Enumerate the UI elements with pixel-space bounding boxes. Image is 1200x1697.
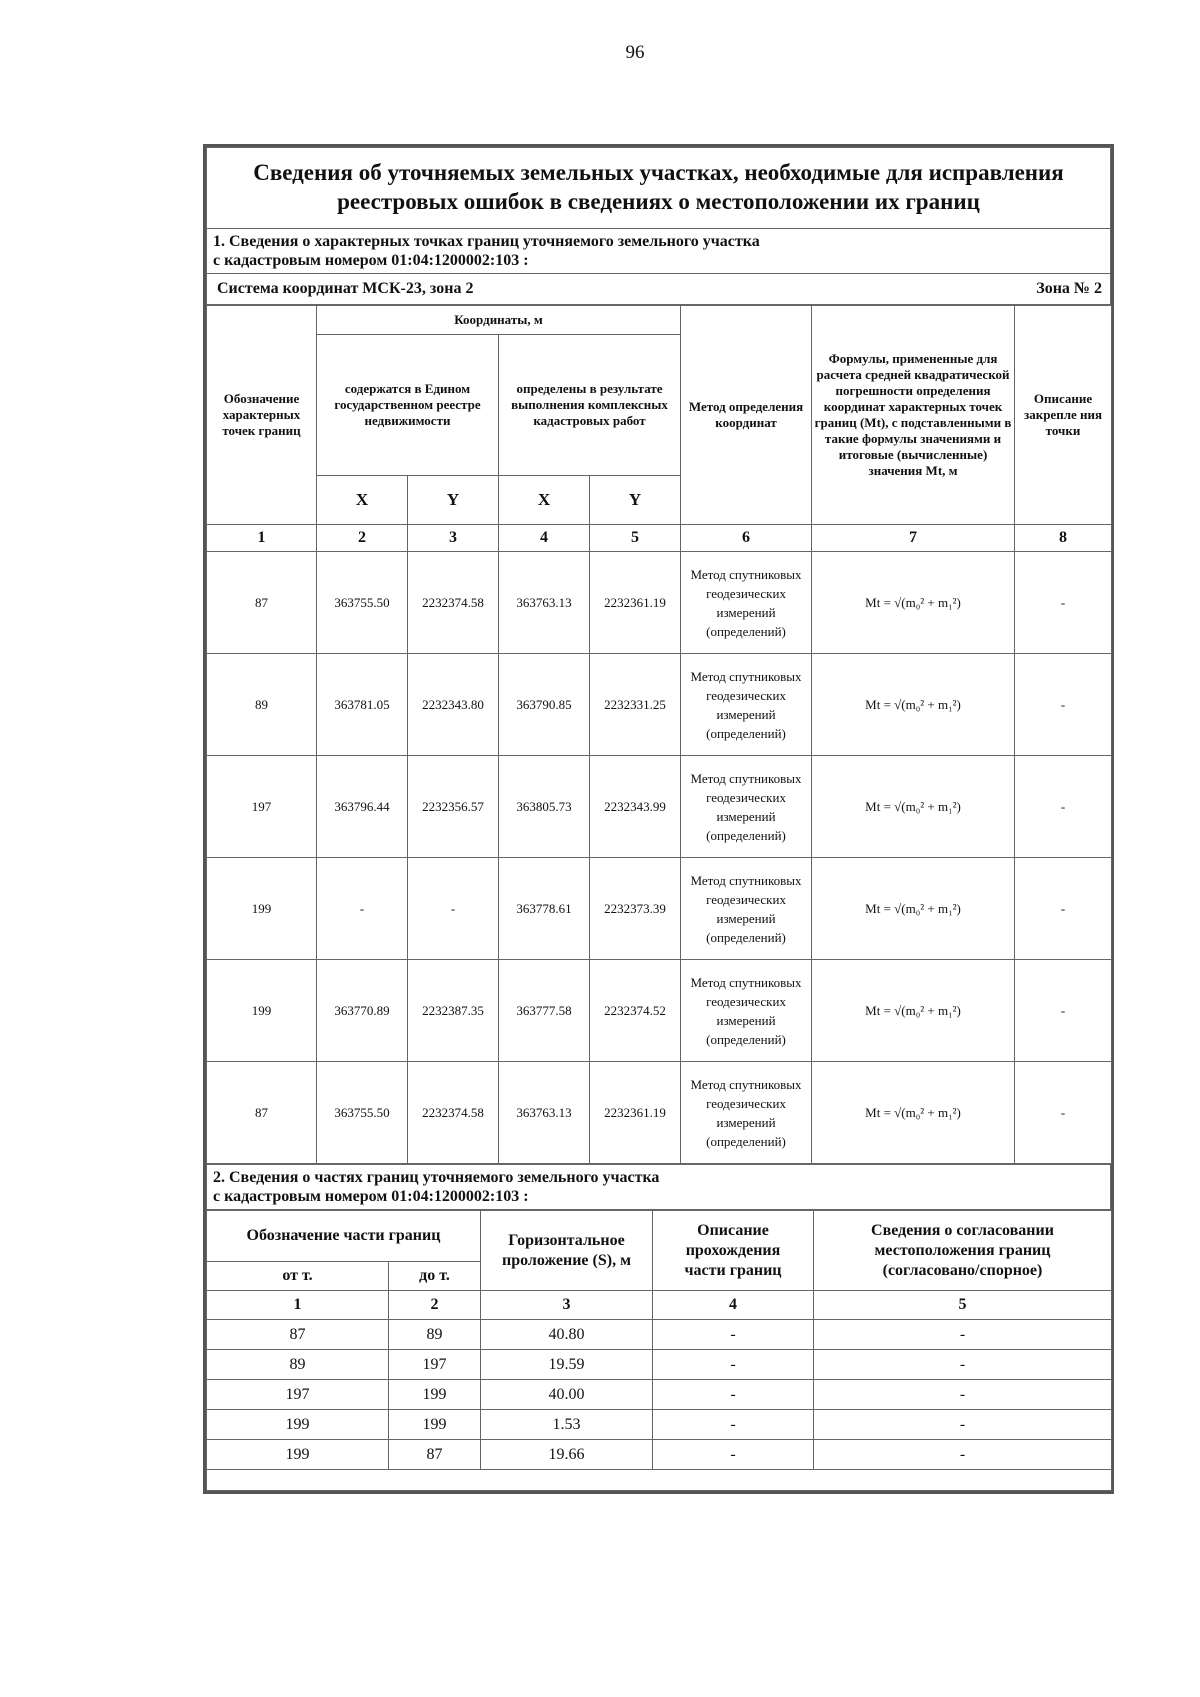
- header-horizontal-distance: Горизонтальное проложение (S), м: [481, 1211, 653, 1291]
- agreement-cell: -: [814, 1320, 1112, 1350]
- horizontal-distance-cell: 40.00: [481, 1380, 653, 1410]
- table-row: [207, 1410, 1112, 1440]
- point-cell: 87: [207, 552, 317, 654]
- column-number: 3: [481, 1291, 653, 1320]
- header-x-determined: X: [499, 476, 590, 525]
- x-determined-cell: 363805.73: [499, 756, 590, 858]
- column-number: 5: [814, 1291, 1112, 1320]
- y-determined-cell: 2232331.25: [590, 654, 681, 756]
- formula-cell: Mt = √(m₀² + m₁²): [812, 1062, 1015, 1164]
- method-cell: Метод спутниковых геодезических измерений (определений): [681, 960, 812, 1062]
- column-number: 4: [653, 1291, 814, 1320]
- section1-heading-line1: 1. Сведения о характерных точках границ уточняемого земельного участка: [213, 233, 760, 250]
- method-cell: Метод спутниковых геодезических измерений (определений): [681, 756, 812, 858]
- document-title-line2: реестровых ошибок в сведениях о местоположении их границ: [337, 189, 980, 214]
- from-point-cell: 89: [207, 1350, 389, 1380]
- column-number: 2: [389, 1291, 481, 1320]
- from-point-cell: 199: [207, 1410, 389, 1440]
- section2-heading-line2: с кадастровым номером 01:04:1200002:103 :: [213, 1188, 529, 1205]
- header-contained-in-registry: содержатся в Едином государственном реестре недвижимости: [317, 335, 499, 476]
- section1-heading: [207, 229, 1111, 274]
- empty-footer-row: [207, 1470, 1112, 1491]
- x-determined-cell: 363790.85: [499, 654, 590, 756]
- y-registry-cell: 2232356.57: [408, 756, 499, 858]
- table-row: [207, 960, 1112, 1062]
- header-description: Описание закрепле ния точки: [1015, 306, 1112, 525]
- method-cell: Метод спутниковых геодезических измерений (определений): [681, 1062, 812, 1164]
- from-point-cell: 87: [207, 1320, 389, 1350]
- section1-heading-line2: с кадастровым номером 01:04:1200002:103 :: [213, 252, 529, 269]
- parts-body: [207, 1320, 1112, 1470]
- passage-cell: -: [653, 1320, 814, 1350]
- column-number: 7: [812, 525, 1015, 552]
- table-row: [207, 1350, 1112, 1380]
- to-point-cell: 197: [389, 1350, 481, 1380]
- header-determined-by-works: определены в результате выполнения комплексных кадастровых работ: [499, 335, 681, 476]
- column-number: 8: [1015, 525, 1112, 552]
- document-title-line1: Сведения об уточняемых земельных участках, необходимые для исправления: [253, 160, 1064, 185]
- y-determined-cell: 2232343.99: [590, 756, 681, 858]
- description-cell: -: [1015, 960, 1112, 1062]
- agreement-cell: -: [814, 1380, 1112, 1410]
- table-row: [207, 1062, 1112, 1164]
- x-registry-cell: 363781.05: [317, 654, 408, 756]
- table-row: [207, 552, 1112, 654]
- x-registry-cell: 363796.44: [317, 756, 408, 858]
- zone-label: Зона № 2: [1036, 280, 1102, 297]
- point-cell: 197: [207, 756, 317, 858]
- point-cell: 199: [207, 960, 317, 1062]
- section2-heading: [207, 1165, 1111, 1210]
- table-row: [207, 756, 1112, 858]
- formula-cell: Mt = √(m₀² + m₁²): [812, 960, 1015, 1062]
- parts-column-numbers-row: [207, 1291, 1112, 1320]
- y-determined-cell: 2232361.19: [590, 1062, 681, 1164]
- points-table: [206, 305, 1112, 1164]
- title-table: [206, 147, 1111, 305]
- x-determined-cell: 363763.13: [499, 1062, 590, 1164]
- header-to-point: до т.: [389, 1262, 481, 1291]
- passage-cell: -: [653, 1440, 814, 1470]
- passage-cell: -: [653, 1380, 814, 1410]
- to-point-cell: 89: [389, 1320, 481, 1350]
- column-number: 2: [317, 525, 408, 552]
- from-point-cell: 197: [207, 1380, 389, 1410]
- column-number: 4: [499, 525, 590, 552]
- method-cell: Метод спутниковых геодезических измерений (определений): [681, 858, 812, 960]
- description-cell: -: [1015, 654, 1112, 756]
- table-row: [207, 858, 1112, 960]
- description-cell: -: [1015, 858, 1112, 960]
- horizontal-distance-cell: 19.59: [481, 1350, 653, 1380]
- x-determined-cell: 363778.61: [499, 858, 590, 960]
- header-point-designation: Обозначение характерных точек границ: [207, 306, 317, 525]
- header-agreement: Сведения о согласовании местоположения границ (согласовано/спорное): [814, 1211, 1112, 1291]
- header-y-registry: Y: [408, 476, 499, 525]
- point-cell: 89: [207, 654, 317, 756]
- header-from-point: от т.: [207, 1262, 389, 1291]
- points-body: [207, 552, 1112, 1164]
- method-cell: Метод спутниковых геодезических измерений (определений): [681, 654, 812, 756]
- section2-heading-table: [206, 1164, 1111, 1210]
- document-title: [207, 148, 1111, 229]
- method-cell: Метод спутниковых геодезических измерений (определений): [681, 552, 812, 654]
- x-registry-cell: 363770.89: [317, 960, 408, 1062]
- description-cell: -: [1015, 552, 1112, 654]
- y-determined-cell: 2232373.39: [590, 858, 681, 960]
- formula-cell: Mt = √(m₀² + m₁²): [812, 756, 1015, 858]
- empty-footer-cell: [207, 1470, 1112, 1491]
- to-point-cell: 87: [389, 1440, 481, 1470]
- header-passage-description: Описание прохождения части границ: [653, 1211, 814, 1291]
- header-y-determined: Y: [590, 476, 681, 525]
- y-registry-cell: 2232374.58: [408, 552, 499, 654]
- horizontal-distance-cell: 1.53: [481, 1410, 653, 1440]
- coordinate-system-row: [207, 274, 1111, 305]
- table-row: [207, 1440, 1112, 1470]
- y-registry-cell: 2232374.58: [408, 1062, 499, 1164]
- document-frame: [203, 144, 1114, 1494]
- column-number: 1: [207, 525, 317, 552]
- column-number: 5: [590, 525, 681, 552]
- column-numbers-row: [207, 525, 1112, 552]
- agreement-cell: -: [814, 1410, 1112, 1440]
- x-determined-cell: 363777.58: [499, 960, 590, 1062]
- description-cell: -: [1015, 756, 1112, 858]
- from-point-cell: 199: [207, 1440, 389, 1470]
- parts-table: [206, 1210, 1112, 1491]
- header-method: Метод определения координат: [681, 306, 812, 525]
- to-point-cell: 199: [389, 1410, 481, 1440]
- column-number: 1: [207, 1291, 389, 1320]
- header-formulas: Формулы, примененные для расчета средней квадратической погрешности определения координат характерных точек границ (Mt), с подставленными в такие формулы значениями и итоговые (вычисленные) значения Mt, м: [812, 306, 1015, 525]
- horizontal-distance-cell: 40.80: [481, 1320, 653, 1350]
- y-determined-cell: 2232361.19: [590, 552, 681, 654]
- formula-cell: Mt = √(m₀² + m₁²): [812, 552, 1015, 654]
- y-registry-cell: -: [408, 858, 499, 960]
- agreement-cell: -: [814, 1440, 1112, 1470]
- x-registry-cell: -: [317, 858, 408, 960]
- point-cell: 199: [207, 858, 317, 960]
- header-part-designation: Обозначение части границ: [207, 1211, 481, 1262]
- point-cell: 87: [207, 1062, 317, 1164]
- formula-cell: Mt = √(m₀² + m₁²): [812, 654, 1015, 756]
- horizontal-distance-cell: 19.66: [481, 1440, 653, 1470]
- table-row: [207, 1320, 1112, 1350]
- y-determined-cell: 2232374.52: [590, 960, 681, 1062]
- formula-cell: Mt = √(m₀² + m₁²): [812, 858, 1015, 960]
- x-determined-cell: 363763.13: [499, 552, 590, 654]
- to-point-cell: 199: [389, 1380, 481, 1410]
- table-row: [207, 1380, 1112, 1410]
- passage-cell: -: [653, 1350, 814, 1380]
- agreement-cell: -: [814, 1350, 1112, 1380]
- header-coordinates: Координаты, м: [317, 306, 681, 335]
- x-registry-cell: 363755.50: [317, 552, 408, 654]
- section2-heading-line1: 2. Сведения о частях границ уточняемого земельного участка: [213, 1169, 660, 1186]
- passage-cell: -: [653, 1410, 814, 1440]
- y-registry-cell: 2232387.35: [408, 960, 499, 1062]
- description-cell: -: [1015, 1062, 1112, 1164]
- column-number: 3: [408, 525, 499, 552]
- y-registry-cell: 2232343.80: [408, 654, 499, 756]
- x-registry-cell: 363755.50: [317, 1062, 408, 1164]
- table-row: [207, 654, 1112, 756]
- coordinate-system-label: Система координат МСК-23, зона 2: [217, 280, 474, 297]
- page-number: 96: [625, 42, 645, 63]
- header-x-registry: X: [317, 476, 408, 525]
- column-number: 6: [681, 525, 812, 552]
